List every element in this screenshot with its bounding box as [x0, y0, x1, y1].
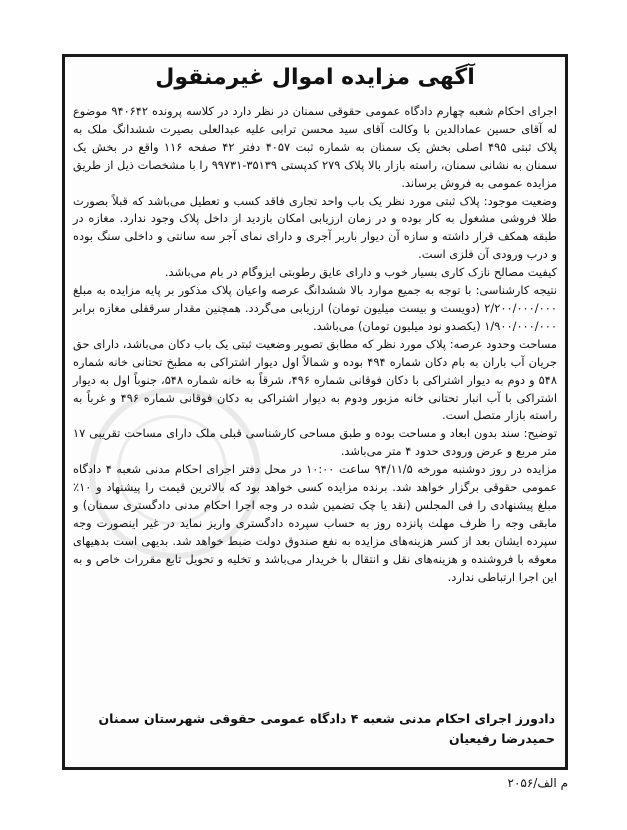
paragraph-quality: کیفیت مصالح نازک کاری بسیار خوب و دارای عایق رطوبتی ایزوگام در بام می‌باشد.: [164, 265, 557, 280]
paragraph-appraisal: نتیجه کارشناسی: با توجه به جمیع موارد بالا ششدانگ عرصه واعیان پلاک مذکور بر پایه مزایده به مبلغ ۲/۲۰۰/۰۰۰/۰۰۰ (دویست و بیست میلیون تومان) ارزیابی می‌گردد. همچنین مقدار سرقفلی مغازه برابر ۱/۹۰۰/۰۰۰/۰۰۰ (یکصدو نود میلیون تومان) می‌باشد.: [73, 283, 557, 333]
notice-title: آگهی مزایده اموال غیرمنقول: [155, 65, 475, 90]
notice-body: [73, 103, 557, 586]
paragraph-auction-terms: مزایده در روز دوشنبه مورخه ۹۴/۱۱/۵ ساعت ۱۰:۰۰ در محل دفتر اجرای احکام مدنی شعبه ۴ دادگاه عمومی حقوقی برگزار خواهد شد. برنده مزایده کسی خواهد بود که بالاترین قیمت را پیشنهاد و ۱۰٪ مبلغ پیشنهادی را فی المجلس (نقد یا چک تضمین شده در وجه اجرا احکام مدنی دادگستری سمنان) و مابقی وجه را ظرف مهلت پانزده روز به حساب سپرده دادگستری واریز نماید در غیر اینصورت وجه سپرده ایشان بعد از کسر هزینه‌های مزایده به نفع صندوق دولت ضبط خواهد شد. بدیهی است بدهیهای معوقه با فروشنده و هزینه‌های نقل و انتقال با خریدار می‌باشد و تخلیه و تحویل تابع مقررات خاص و به این اجرا ارتباطی ندارد.: [73, 462, 557, 584]
paragraph-note: توضیح: سند بدون ابعاد و مساحت بوده و طبق مساحی کارشناسی قبلی ملک دارای مساحت تقریبی ۱۷ متر مربع و عرض ورودی حدود ۴ متر می‌باشد.: [73, 426, 557, 459]
signature-name: حمیدرضا رفیعیان: [448, 731, 555, 746]
auction-notice: [62, 54, 568, 770]
paragraph-intro: اجرای احکام شعبه چهارم دادگاه عمومی حقوقی سمنان در نظر دارد در کلاسه پرونده ۹۴۰۶۴۲ موضوع له آقای حسین عمادالدین با وکالت آقای سید محسن ترابی علیه عبدالعلی بصیرت ششدانگ ملک به پلاک ثبتی ۴۹۵ اصلی بخش یک سمنان به شماره ثبت ۴۰۵۷ دفتر ۴۲ صفحه ۱۱۶ واقع در بخش یک سمنان به نشانی سمنان، راسته بازار بالا پلاک ۲۷۹ کدپستی ۳۵۱۳۹-۹۹۷۳۱ را با مشخصات ذیل از طریق مزایده عمومی به فروش برساند.: [73, 104, 558, 190]
paragraph-status: وضعیت موجود: پلاک ثبتی مورد نظر یک باب واحد تجاری فاقد کسب و تعطیل می‌باشد که قبلاً بصورت طلا فروشی مشغول به کار بوده و در زمان ارزیابی امکان بازدید از داخل پلاک وجود ندارد. مغازه در طبقه همکف قرار داشته و سازه آن دیوار باربر آجری و دارای نمای آجر سه سانتی و داخلی سنگ بوده و درب ورودی آن فلزی است.: [73, 193, 557, 262]
reference-number: م الف/۲۰۵۶: [507, 776, 568, 790]
signature-office: دادورز اجرای احکام مدنی شعبه ۴ دادگاه عمومی حقوقی شهرستان سمنان: [98, 711, 555, 726]
paragraph-boundaries: مساحت وحدود عرصه: پلاک مورد نظر که مطابق تصویر وضعیت ثبتی یک باب دکان می‌باشد، دارای حق جریان آب باران به بام دکان شماره ۴۹۴ بوده و شمالاً اول دیوار اشتراکی به مطبخ تحتانی خانه شماره ۵۴۸ و دوم به دیوار اشتراکی با دکان فوقانی شماره ۴۹۶، شرقاً به خانه شماره ۵۴۸، جنوباً اول به دیوار اشتراکی با آب انبار تحتانی خانه مزبور ودوم به دیوار اشتراکی به دکان فوقانی شماره ۴۹۶ و غرباً به راسته بازار متصل است.: [73, 336, 557, 423]
